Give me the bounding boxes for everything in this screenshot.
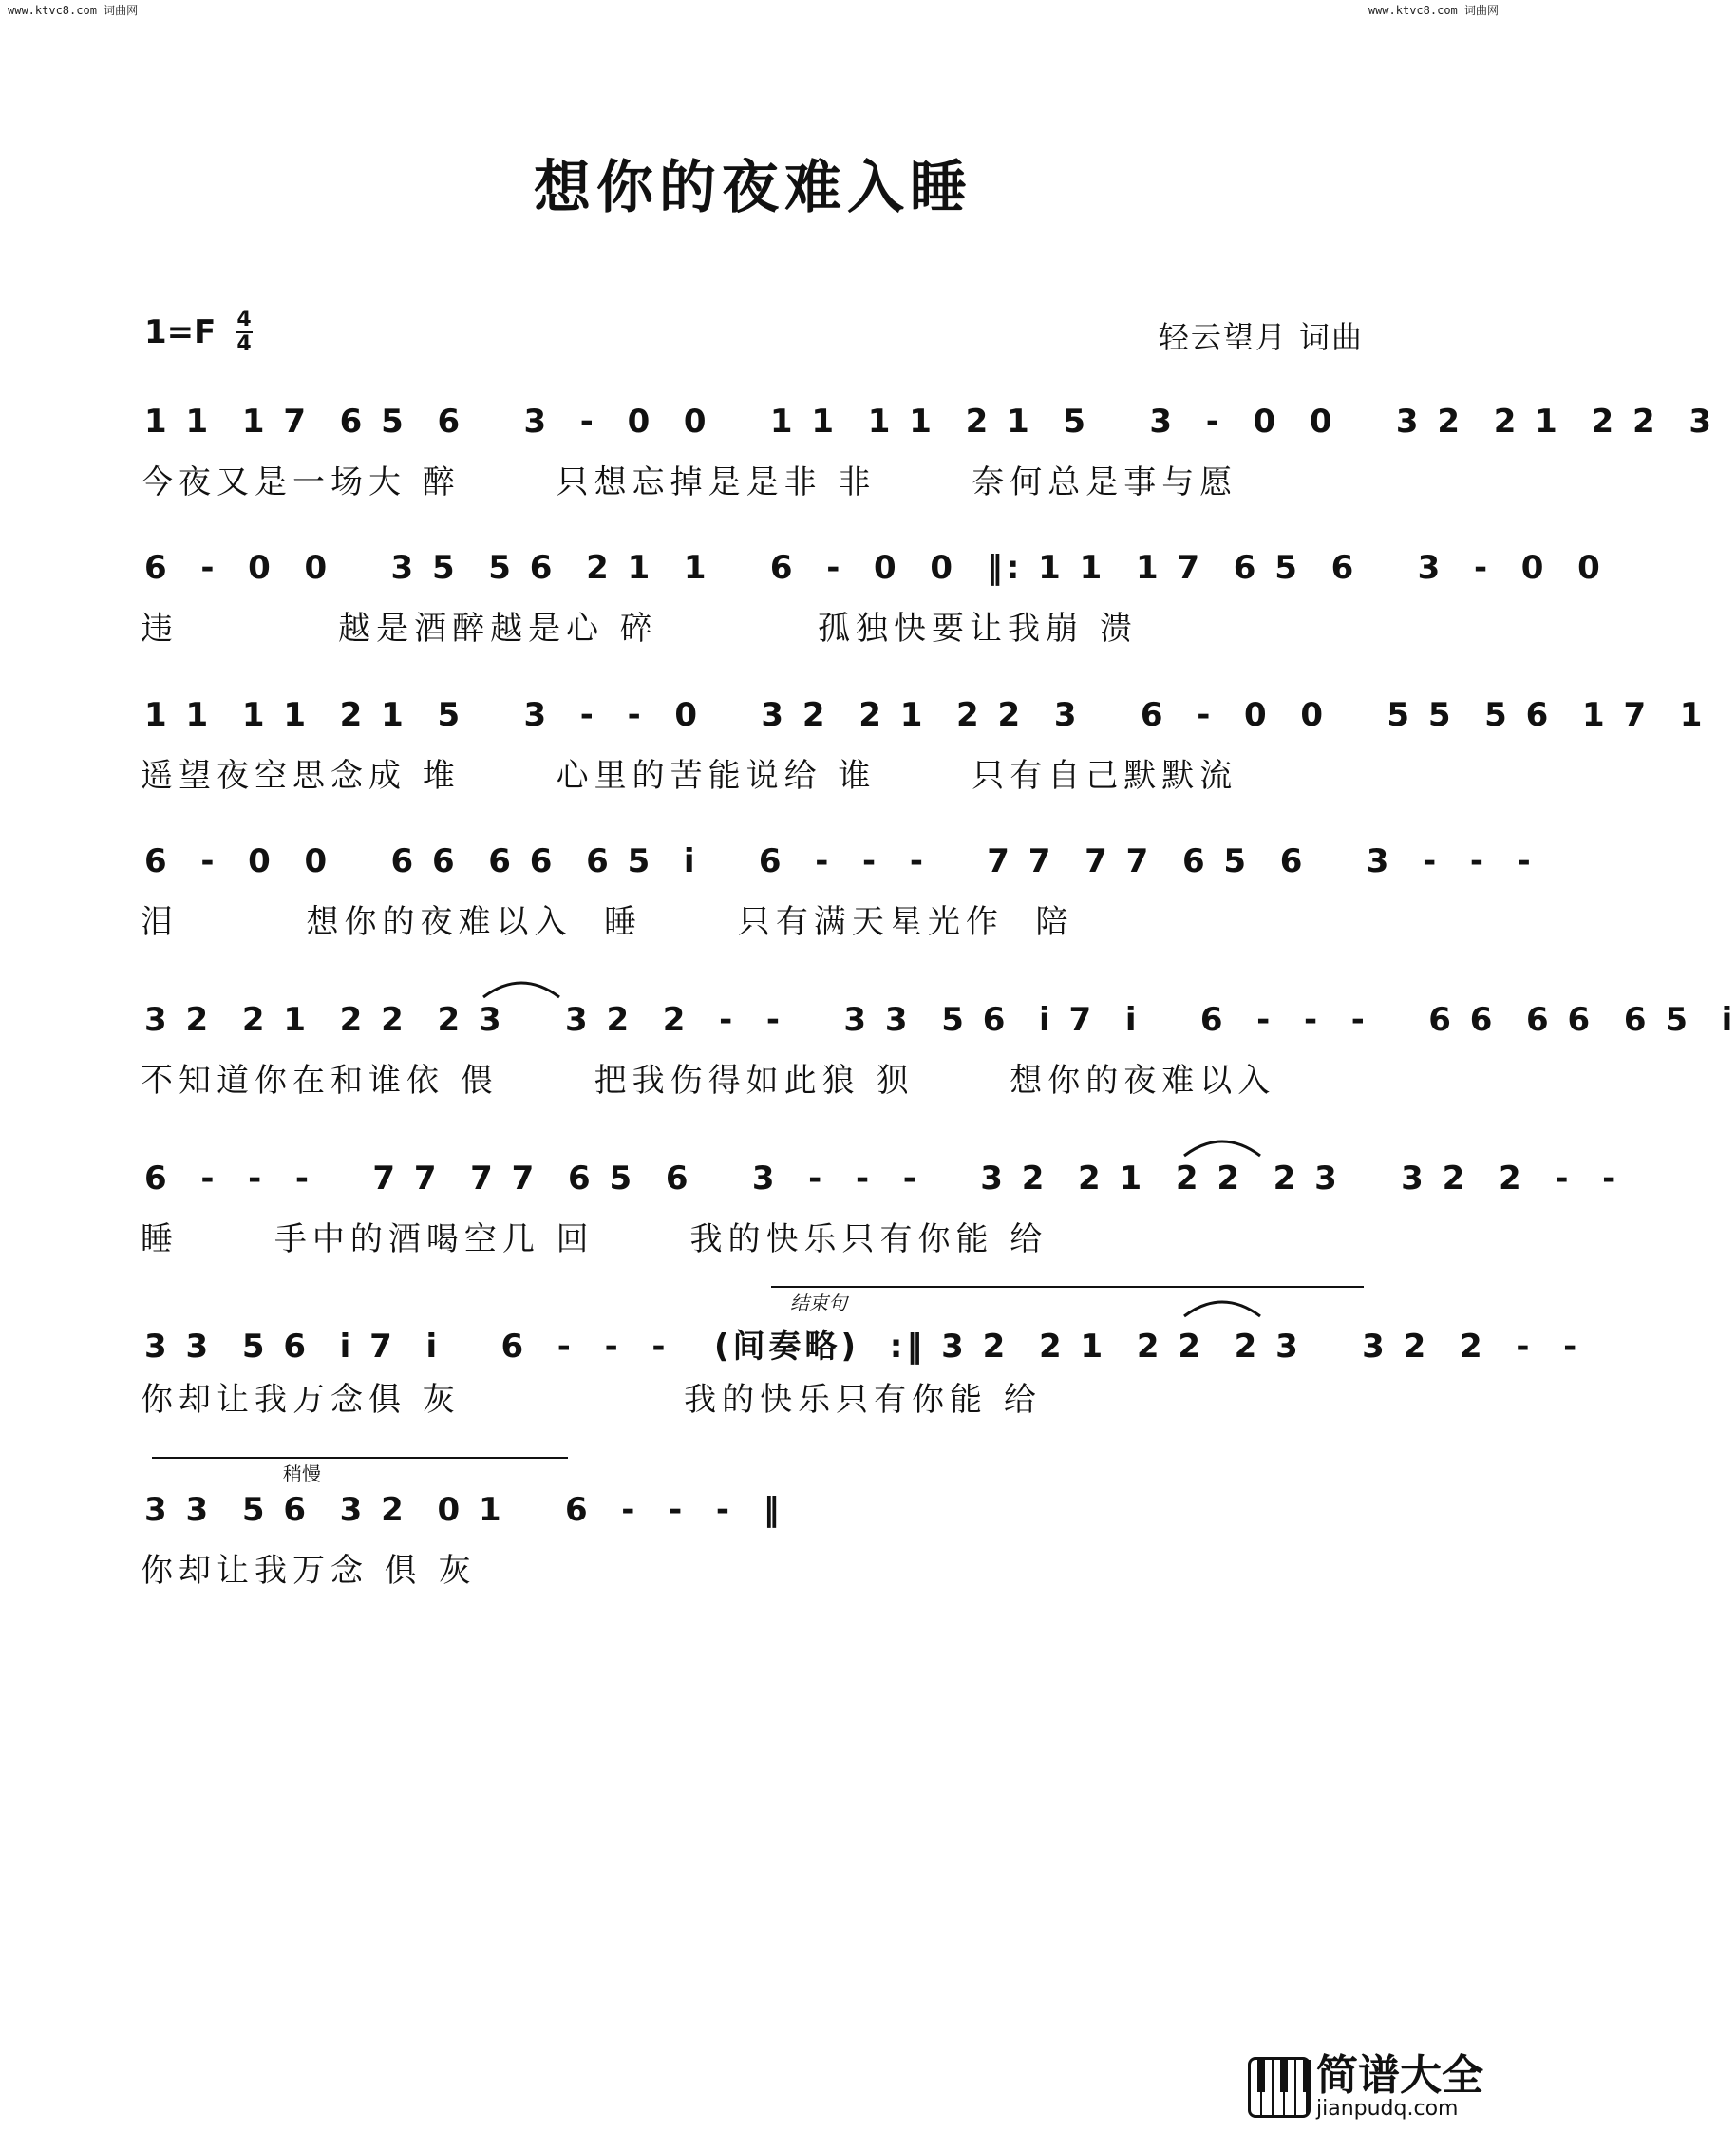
logo-url: jianpudq.com <box>1316 2097 1459 2121</box>
lyrics-row-6: 睡 手中的酒喝空几 回 我的快乐只有你能 给 <box>141 1220 1048 1258</box>
tempo-label: 稍慢 <box>283 1462 321 1485</box>
tie-slur-row-7 <box>1179 1292 1265 1320</box>
tie-slur-row-6 <box>1179 1131 1265 1160</box>
lyrics-row-2: 违 越是酒醉越是心 碎 孤独快要让我崩 溃 <box>141 610 1138 648</box>
notes-row-2: 6 - 0 0 3 5 5 6 2 1 1 6 - 0 0 ‖: 1 1 1 7 6 5 6 3 - 0 0 <box>144 549 1604 587</box>
tie-slur-row-5 <box>479 972 564 1001</box>
lyrics-row-1: 今夜又是一场大 醉 只想忘掉是是非 非 奈何总是事与愿 <box>141 463 1238 501</box>
ending-label: 结束句 <box>790 1292 847 1314</box>
logo-name: 简谱大全 <box>1316 2051 1483 2100</box>
notes-row-5: 3 2 2 1 2 2 2 3 3 2 2 - - 3 3 5 6 i 7 i 6 - - - 6 6 6 6 6 5 i <box>144 1001 1736 1039</box>
ending-bracket <box>771 1286 1364 1288</box>
notes-row-4: 6 - 0 0 6 6 6 6 6 5 i 6 - - - 7 7 7 7 6 5 6 3 - - - <box>144 842 1535 880</box>
lyrics-row-4: 泪 想你的夜难以入 睡 只有满天星光作 陪 <box>141 903 1074 941</box>
watermark-right: www.ktvc8.com 词曲网 <box>1368 4 1499 17</box>
notes-row-6: 6 - - - 7 7 7 7 6 5 6 3 - - - 3 2 2 1 2 2 2 3 3 2 2 - - <box>144 1160 1620 1198</box>
lyrics-row-3: 遥望夜空思念成 堆 心里的苦能说给 谁 只有自己默默流 <box>141 757 1238 795</box>
notes-row-7: 3 3 5 6 i 7 i 6 - - - (间奏略) :‖ 3 2 2 1 2 2 2 3 3 2 2 - - <box>144 1328 1581 1366</box>
notes-row-1: 1 1 1 7 6 5 6 3 - 0 0 1 1 1 1 2 1 5 3 - 0 0 3 2 2 1 2 2 3 <box>144 403 1715 441</box>
watermark-left: www.ktvc8.com 词曲网 <box>8 4 139 17</box>
lyrics-row-7: 你却让我万念俱 灰 我的快乐只有你能 给 <box>141 1381 1042 1419</box>
lyrics-row-8: 你却让我万念 俱 灰 <box>141 1552 477 1590</box>
site-logo <box>1248 2051 1483 2121</box>
notes-row-3: 1 1 1 1 2 1 5 3 - - 0 3 2 2 1 2 2 3 6 - 0 0 5 5 5 6 1 7 1 <box>144 696 1707 734</box>
lyrics-row-5: 不知道你在和谁依 偎 把我伤得如此狼 狈 想你的夜难以入 <box>141 1062 1276 1100</box>
time-signature <box>236 310 253 355</box>
time-signature-bottom: 4 <box>236 332 252 356</box>
notes-row-8: 3 3 5 6 3 2 0 1 6 - - - ‖ <box>144 1491 783 1529</box>
song-title: 想你的夜难入睡 <box>534 155 972 221</box>
tempo-bracket <box>152 1457 568 1459</box>
time-signature-top: 4 <box>236 308 252 331</box>
piano-icon <box>1248 2057 1311 2118</box>
author-credit: 轻云望月 词曲 <box>1158 319 1364 355</box>
key-signature: 1=F <box>144 313 217 351</box>
